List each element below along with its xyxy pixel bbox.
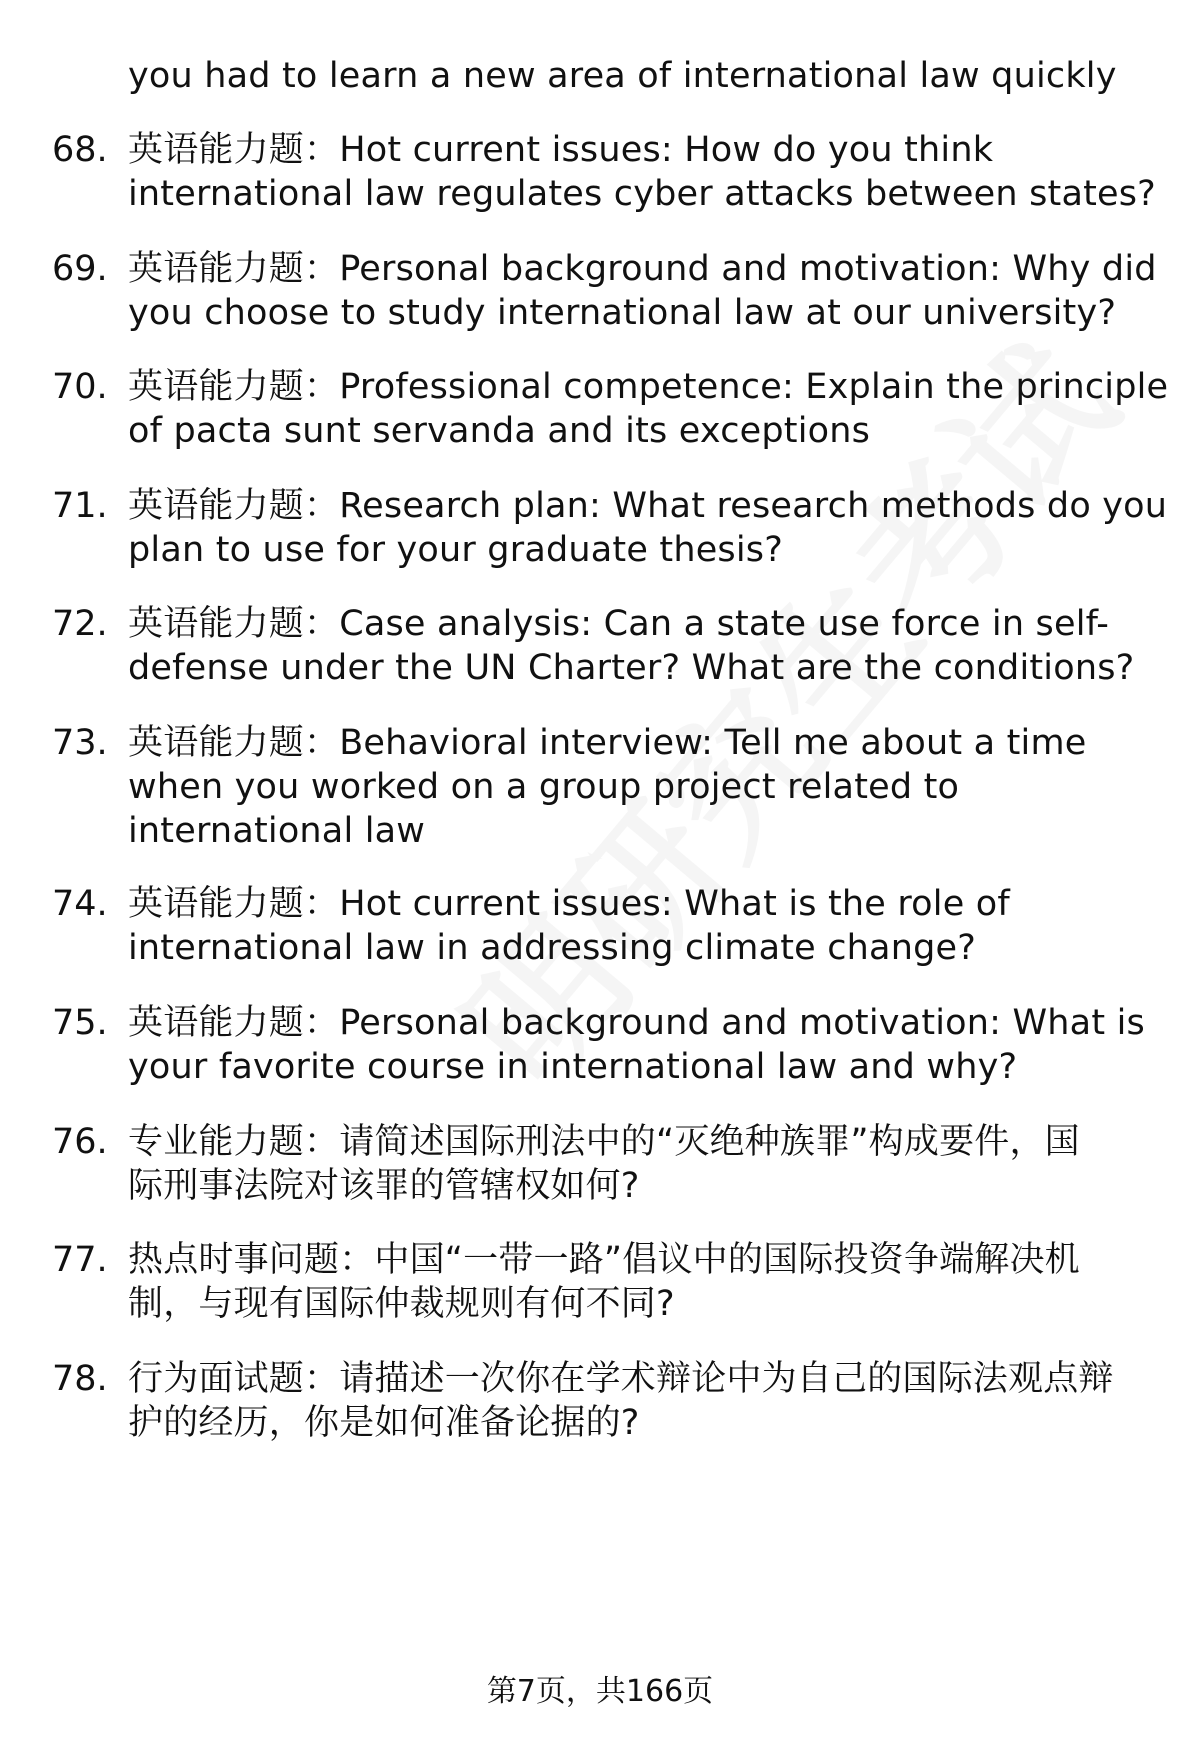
question-text-line: 英语能力题：Professional competence: Explain the principle xyxy=(128,367,1169,407)
question-number: 69. xyxy=(52,249,108,289)
question-number: 74. xyxy=(52,884,108,924)
question-text-line: you choose to study international law at our university? xyxy=(128,293,1117,333)
question-text-line: plan to use for your graduate thesis? xyxy=(128,530,784,570)
question-text-line: of pacta sunt servanda and its exceptions xyxy=(128,411,871,451)
question-number: 73. xyxy=(52,723,108,763)
question-number: 72. xyxy=(52,604,108,644)
question-text-line: your favorite course in international law and why? xyxy=(128,1047,1018,1087)
question-text-line: 英语能力题：Personal background and motivation: Why did xyxy=(128,249,1157,289)
question-text-line: 英语能力题：Personal background and motivation: What is xyxy=(128,1003,1145,1043)
question-number: 78. xyxy=(52,1359,108,1399)
page-footer: 第7页，共166页 xyxy=(486,1674,714,1709)
question-text-line: you had to learn a new area of international law quickly xyxy=(128,56,1117,96)
question-text-line: 护的经历，你是如何准备论据的? xyxy=(128,1403,640,1443)
question-text-line: 英语能力题：Hot current issues: How do you think xyxy=(128,130,994,170)
question-text-line: international law xyxy=(128,811,426,851)
question-text-line: 英语能力题：Hot current issues: What is the role of xyxy=(128,884,1010,924)
question-number: 71. xyxy=(52,486,108,526)
question-text-line: 行为面试题：请描述一次你在学术辩论中为自己的国际法观点辩 xyxy=(128,1359,1114,1399)
question-number: 68. xyxy=(52,130,108,170)
question-text-line: 热点时事问题：中国“一带一路”倡议中的国际投资争端解决机 xyxy=(128,1240,1080,1280)
question-text-line: 制，与现有国际仲裁规则有何不同? xyxy=(128,1284,675,1324)
question-number: 77. xyxy=(52,1240,108,1280)
question-text-line: 英语能力题：Research plan: What research methods do you xyxy=(128,486,1168,526)
question-text-line: 英语能力题：Behavioral interview: Tell me about a time xyxy=(128,723,1087,763)
question-number: 75. xyxy=(52,1003,108,1043)
question-text-line: 际刑事法院对该罪的管辖权如何? xyxy=(128,1166,640,1206)
question-text-line: 专业能力题：请简述国际刑法中的“灭绝种族罪”构成要件，国 xyxy=(128,1122,1080,1162)
question-text-line: defense under the UN Charter? What are the conditions? xyxy=(128,648,1135,688)
question-text-line: when you worked on a group project related to xyxy=(128,767,960,807)
question-text-line: international law regulates cyber attacks between states? xyxy=(128,174,1156,214)
question-text-line: 英语能力题：Case analysis: Can a state use force in self- xyxy=(128,604,1110,644)
question-number: 70. xyxy=(52,367,108,407)
question-number: 76. xyxy=(52,1122,108,1162)
question-text-line: international law in addressing climate change? xyxy=(128,928,977,968)
